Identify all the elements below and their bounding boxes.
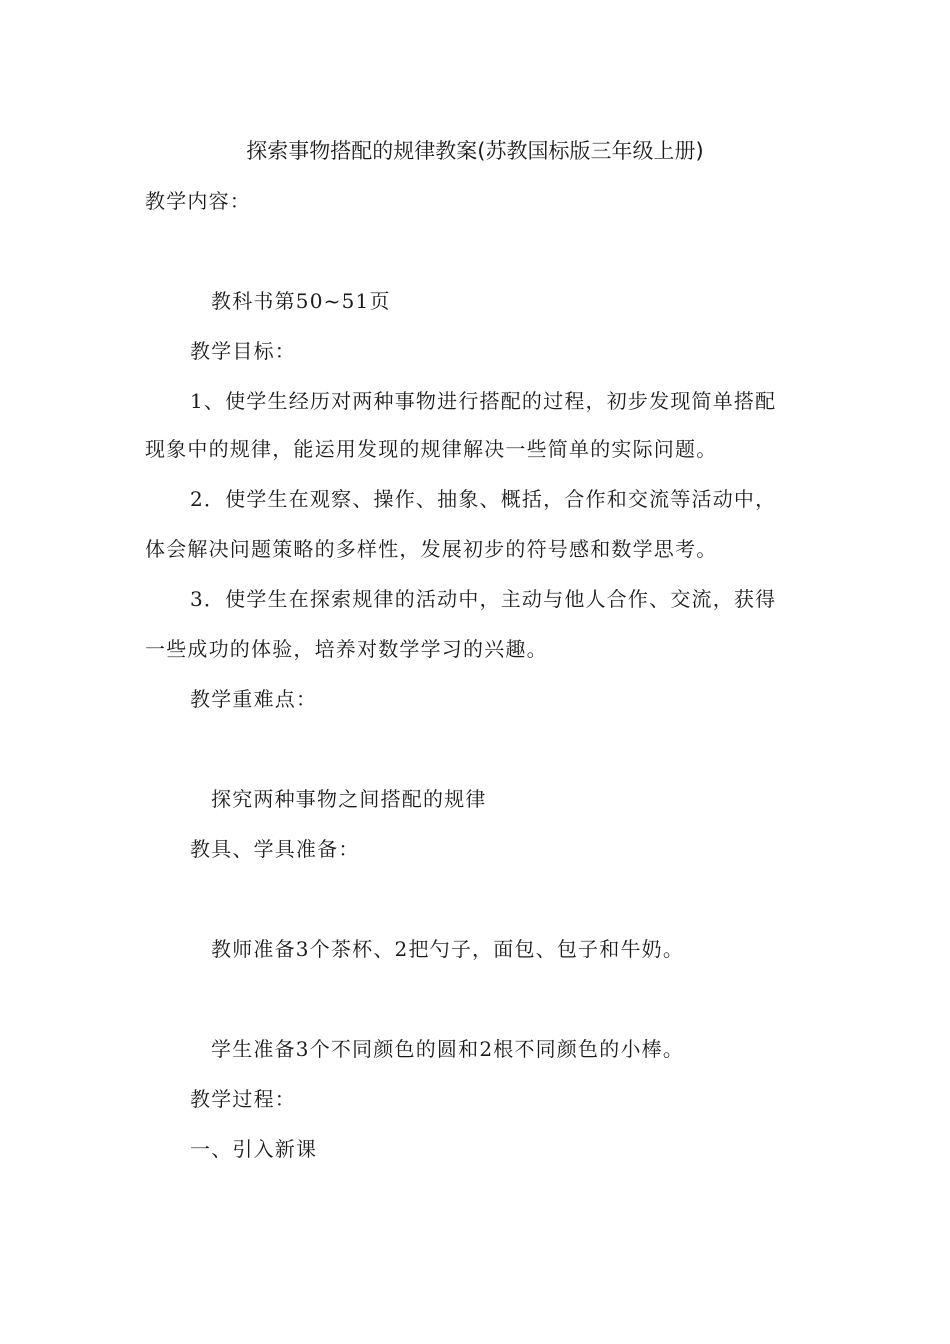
teaching-process-label: 教学过程：: [190, 1087, 296, 1111]
key-points-text: 探究两种事物之间搭配的规律: [211, 787, 487, 811]
student-preparation: 学生准备3个不同颜色的圆和2根不同颜色的小棒。: [211, 1037, 685, 1061]
goal-2-line-1: 2．使学生在观察、操作、抽象、概括，合作和交流等活动中，: [190, 487, 777, 511]
teaching-goals-label: 教学目标：: [190, 339, 296, 363]
goal-2-line-2: 体会解决问题策略的多样性，发展初步的符号感和数学思考。: [145, 537, 718, 561]
goal-3-line-2: 一些成功的体验，培养对数学学习的兴趣。: [145, 637, 548, 661]
teacher-preparation: 教师准备3个茶杯、2把勺子，面包、包子和牛奶。: [211, 937, 685, 961]
goal-1-line-2: 现象中的规律，能运用发现的规律解决一些简单的实际问题。: [145, 437, 718, 461]
goal-3-line-1: 3．使学生在探索规律的活动中，主动与他人合作、交流，获得: [190, 587, 777, 611]
goal-1-line-1: 1、使学生经历对两种事物进行搭配的过程，初步发现简单搭配: [190, 389, 777, 413]
document-title: 探索事物搭配的规律教案(苏教国标版三年级上册): [246, 139, 704, 163]
preparation-label: 教具、学具准备：: [190, 837, 360, 861]
teaching-content-label: 教学内容：: [145, 189, 251, 213]
teaching-content-text: 教科书第50~51页: [211, 289, 391, 313]
section-1-heading: 一、引入新课: [190, 1137, 318, 1161]
key-points-label: 教学重难点：: [190, 687, 318, 711]
